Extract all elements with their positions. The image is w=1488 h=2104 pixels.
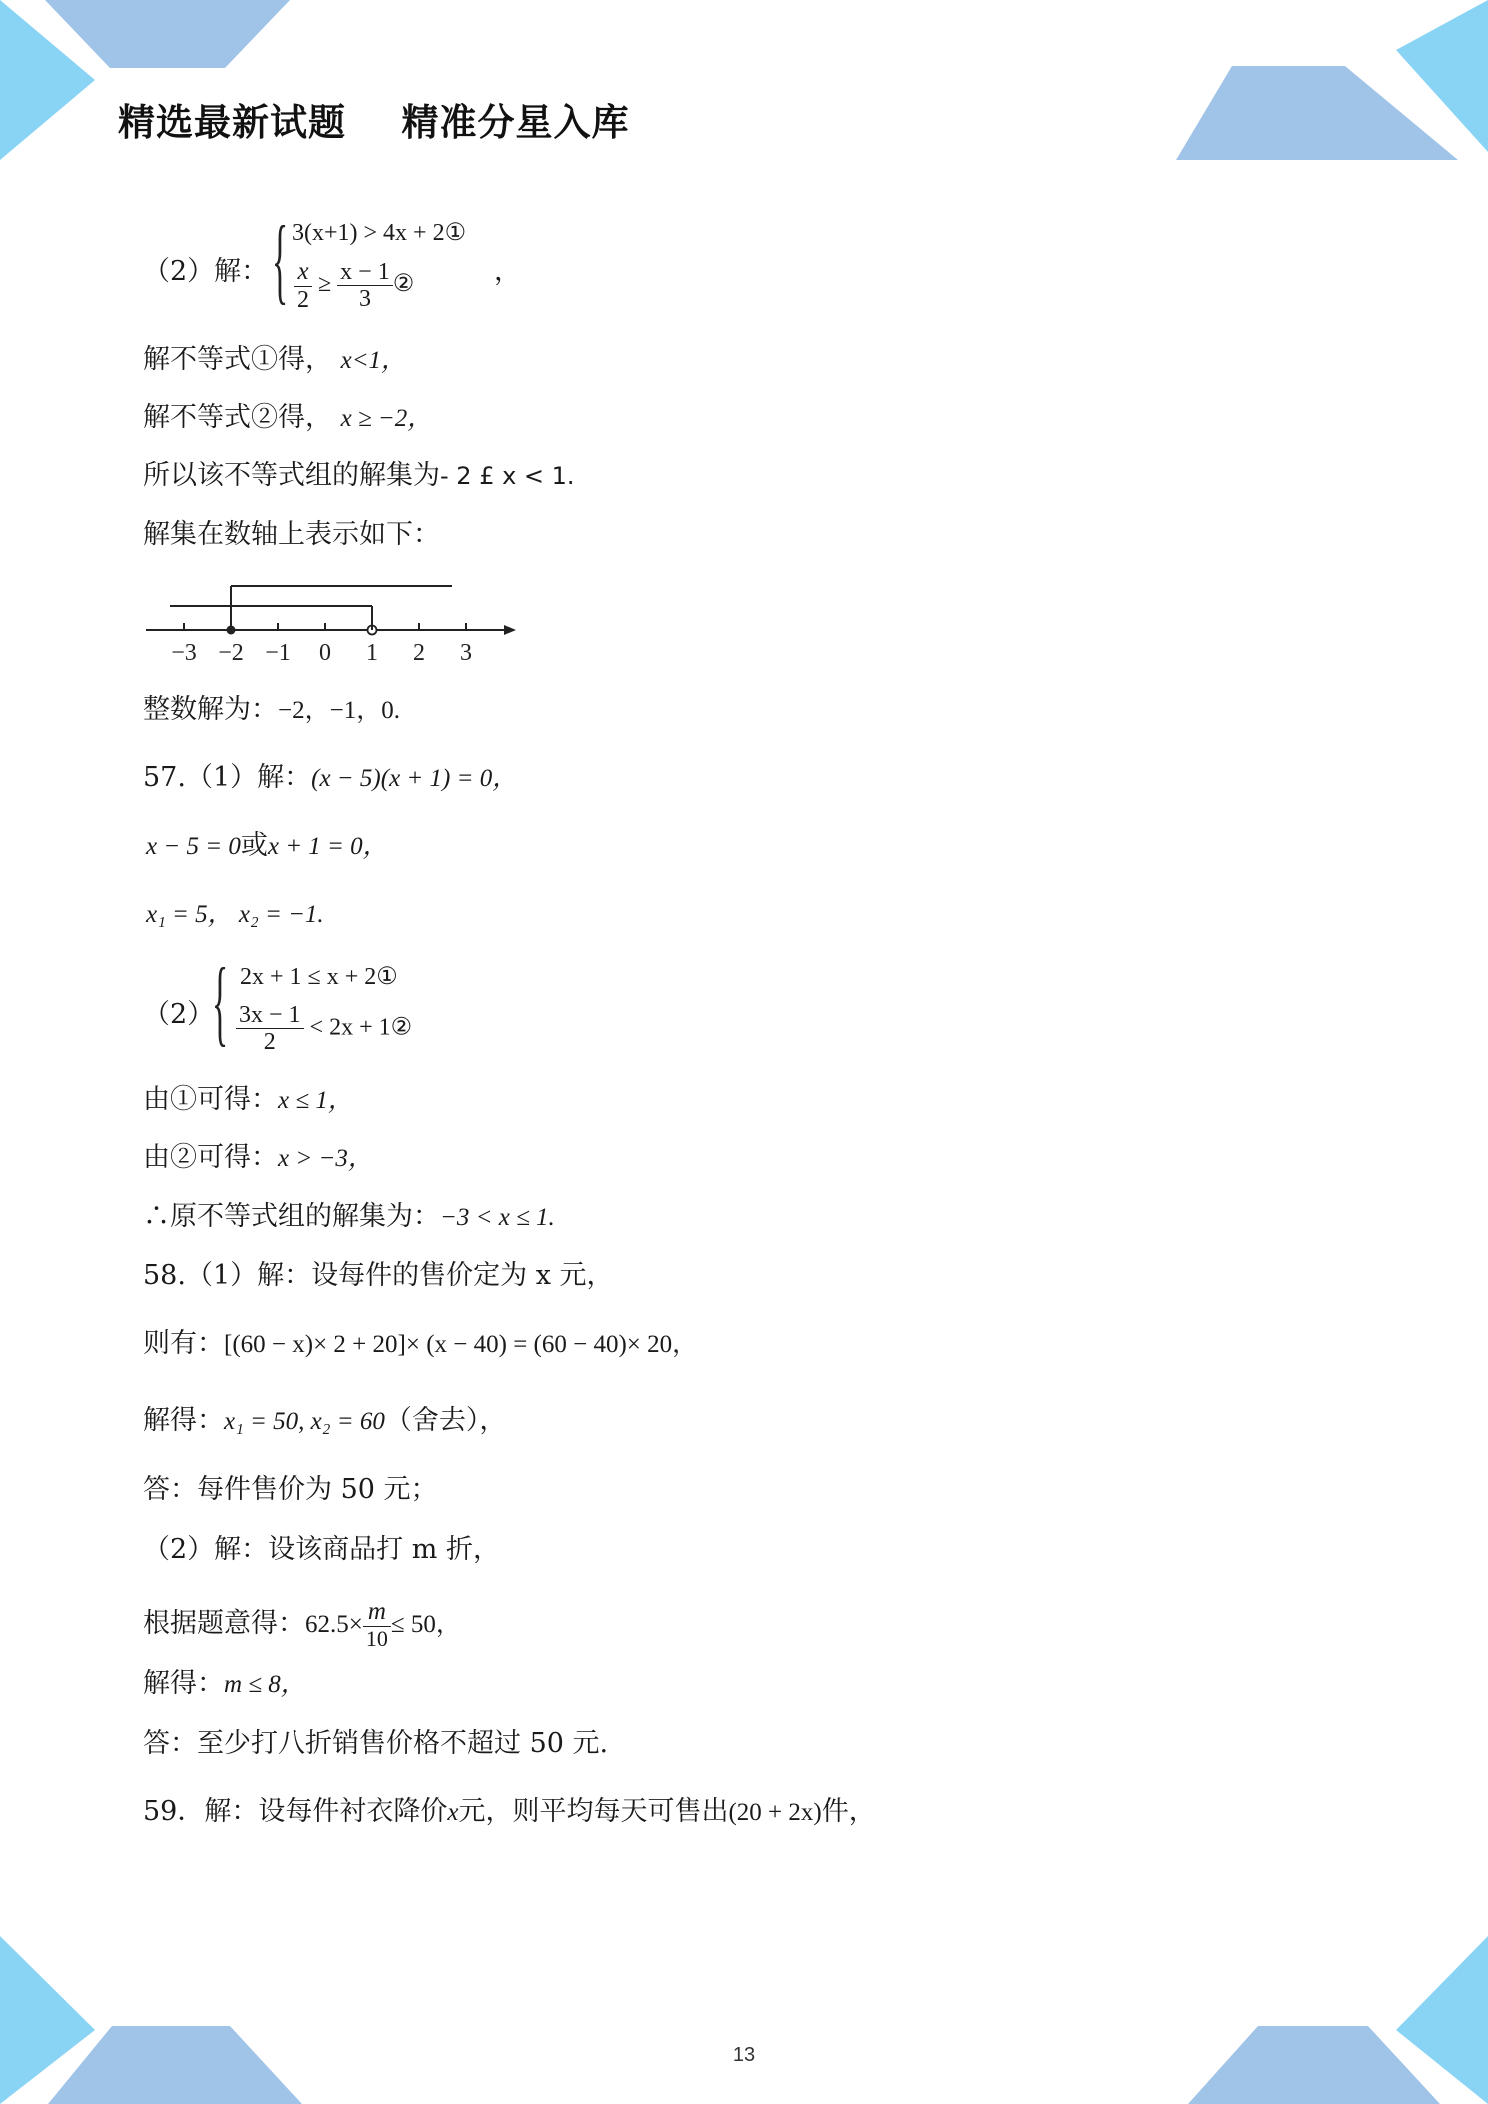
solution-set-garbled: - 2 £ x < 1. [440, 462, 575, 490]
from-ineq2-result: x > −3， [278, 1145, 373, 1172]
line-q57-factor: x − 5 = 0或x + 1 = 0， [146, 830, 388, 861]
line-q58-equation: 则有：[(60 − x)× 2 + 20]× (x − 40) = (60 − 40)× 20， [143, 1328, 698, 1359]
tick-label: 2 [413, 640, 425, 666]
sys2-rest: < 2x + 1② [309, 1014, 413, 1041]
eq2-rhs-den: 3 [358, 285, 371, 312]
line-solve-ineq1: 解不等式①得， x<1， [143, 344, 407, 375]
part2-prefix: （2）解： [143, 256, 269, 287]
system-brace-2: { [212, 948, 229, 1055]
tick-label: 1 [366, 640, 378, 666]
line-number-line-intro: 解集在数轴上表示如下： [143, 519, 440, 550]
line-q57-1: 57.（1）解：(x − 5)(x + 1) = 0， [143, 762, 518, 793]
line-q57-roots [146, 894, 324, 935]
number-line [140, 572, 530, 672]
line-q58-1: 58.（1）解：设每件的售价定为 x 元， [143, 1260, 614, 1291]
factor-b: x + 1 = 0， [267, 833, 388, 860]
system1-equation2 [294, 258, 414, 313]
system2-solution: −3 < x ≤ 1. [440, 1204, 555, 1231]
eq2-tag: ② [392, 270, 415, 297]
top-right-trapezoid [1176, 66, 1458, 160]
condition-num: m [363, 1598, 391, 1627]
system1-comma: ， [494, 256, 521, 287]
integer-solutions: −2，−1，0. [278, 697, 400, 724]
result-ineq1: x<1， [340, 347, 407, 374]
system2-equation2 [236, 1002, 412, 1056]
line-solve-ineq2: 解不等式②得， x ≥ −2， [143, 402, 433, 433]
line-q58-condition: 根据题意得：62.5× $\frac{m}{10}$ ≤ 50， [143, 1598, 461, 1651]
tick-label: −1 [265, 640, 291, 666]
from-ineq1-result: x ≤ 1， [278, 1087, 353, 1114]
q59-expression: (20 + 2x) [728, 1799, 822, 1826]
q58-equation: [(60 − x)× 2 + 20]× (x − 40) = (60 − 40)× 20， [224, 1331, 698, 1358]
line-q58-solved2: 解得：m ≤ 8， [143, 1668, 306, 1699]
sys2-num: 3x − 1 [236, 1002, 304, 1029]
condition-b: ≤ 50， [390, 1610, 461, 1638]
header-title: 精选最新试题 精准分星入库 [118, 101, 630, 144]
eq2-lhs-num: x [294, 258, 312, 287]
q58-roots: x₁ = 50, x₂ = 60 [224, 1408, 385, 1435]
condition-den: 10 [365, 1625, 388, 1651]
eq2-relation: ≥ [318, 270, 332, 297]
q57-equation: (x − 5)(x + 1) = 0， [311, 765, 518, 792]
tick-label: 3 [460, 640, 472, 666]
line-solution-set: 所以该不等式组的解集为- 2 £ x < 1. [143, 460, 575, 491]
part2-q57-prefix: （2） [143, 999, 215, 1030]
m-result: m ≤ 8， [224, 1671, 306, 1698]
axis-arrow [504, 625, 516, 635]
system2-equation1: 2x + 1 ≤ x + 2① [240, 964, 398, 990]
line-from-ineq1: 由①可得：x ≤ 1， [143, 1084, 353, 1115]
tick-label: −2 [218, 640, 244, 666]
line-from-ineq2: 由②可得：x > −3， [143, 1142, 373, 1173]
top-left-trapezoid [45, 0, 290, 68]
roots: x₁ = 5， x₂ = −1. [146, 901, 324, 928]
tick-label: −3 [171, 640, 197, 666]
system-brace-1: { [272, 206, 289, 313]
condition-a: 62.5× [305, 1610, 363, 1638]
eq2-rhs-num: x − 1 [337, 259, 393, 286]
line-q58-2: （2）解：设该商品打 m 折， [143, 1534, 500, 1565]
line-system2-solution: ∴原不等式组的解集为：−3 < x ≤ 1. [143, 1201, 555, 1232]
factor-a: x − 5 = 0 [146, 833, 241, 860]
line-q58-answer1: 答：每件售价为 50 元； [143, 1474, 438, 1505]
line-q58-solved: 解得：x₁ = 50, x₂ = 60（舍去）， [143, 1405, 507, 1436]
sys2-den: 2 [263, 1029, 276, 1056]
result-ineq2: x ≥ −2， [340, 405, 433, 432]
system1-equation1: 3(x+1) > 4x + 2① [292, 220, 467, 246]
tick-label: 0 [319, 640, 331, 666]
line-integer-solutions: 整数解为：−2，−1，0. [143, 694, 400, 725]
eq2-lhs-den: 2 [297, 286, 309, 313]
line-q59: 59．解：设每件衬衣降价x元，则平均每天可售出(20 + 2x)件， [143, 1796, 876, 1827]
line-q58-answer2: 答：至少打八折销售价格不超过 50 元. [143, 1728, 609, 1759]
page-number: 13 [732, 2044, 756, 2066]
